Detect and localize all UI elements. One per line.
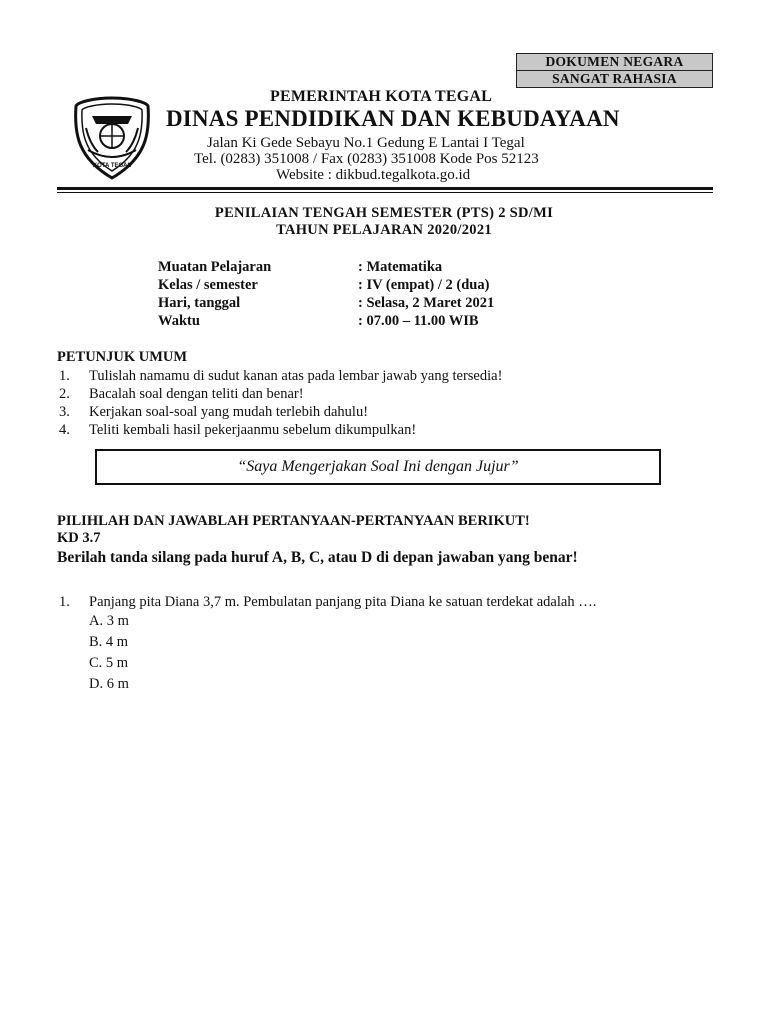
instruction-text: Tulislah namamu di sudut kanan atas pada lembar jawab yang tersedia! xyxy=(89,368,503,384)
crest-label: KOTA TEGAL xyxy=(92,163,132,169)
government-name: PEMERINTAH KOTA TEGAL xyxy=(270,88,493,105)
competency-code: KD 3.7 xyxy=(57,530,101,546)
answer-direction: Berilah tanda silang pada huruf A, B, C, atau D di depan jawaban yang benar! xyxy=(57,549,578,566)
info-value: : Selasa, 2 Maret 2021 xyxy=(358,295,495,311)
info-label: Hari, tanggal xyxy=(158,295,241,311)
office-name: DINAS PENDIDIKAN DAN KEBUDAYAAN xyxy=(166,106,620,131)
office-website: Website : dikbud.tegalkota.go.id xyxy=(276,167,471,183)
instruction-number: 2. xyxy=(59,386,70,402)
instruction-text: Kerjakan soal-soal yang mudah terlebih dahulu! xyxy=(89,404,369,420)
info-label: Kelas / semester xyxy=(158,277,258,293)
info-label: Muatan Pelajaran xyxy=(158,259,272,275)
info-label: Waktu xyxy=(158,313,200,329)
info-value: : 07.00 – 11.00 WIB xyxy=(358,313,479,329)
info-value: : Matematika xyxy=(358,259,443,275)
letterhead-divider-thin xyxy=(57,192,713,193)
answer-option: D. 6 m xyxy=(89,676,129,692)
classification-box xyxy=(516,53,713,88)
instruction-text: Teliti kembali hasil pekerjaanmu sebelum dikumpulkan! xyxy=(89,422,417,438)
answer-option: B. 4 m xyxy=(89,634,129,650)
instruction-text: Bacalah soal dengan teliti dan benar! xyxy=(89,386,304,402)
instruction-number: 3. xyxy=(59,404,70,420)
office-address: Jalan Ki Gede Sebayu No.1 Gedung E Lantai I Tegal xyxy=(207,135,525,151)
answer-option: A. 3 m xyxy=(89,613,129,629)
instruction-number: 1. xyxy=(59,368,70,384)
info-value: : IV (empat) / 2 (dua) xyxy=(358,277,490,293)
instructions-heading: PETUNJUK UMUM xyxy=(57,349,188,365)
question-text: Panjang pita Diana 3,7 m. Pembulatan panjang pita Diana ke satuan terdekat adalah …. xyxy=(89,594,597,610)
exam-title: PENILAIAN TENGAH SEMESTER (PTS) 2 SD/MI xyxy=(214,205,554,221)
instruction-number: 4. xyxy=(59,422,70,438)
honesty-motto-box: “Saya Mengerjakan Soal Ini dengan Jujur” xyxy=(95,449,661,485)
office-phone: Tel. (0283) 351008 / Fax (0283) 351008 Kode Pos 52123 xyxy=(194,151,539,167)
classification-line: DOKUMEN NEGARA xyxy=(516,53,713,71)
section-heading: PILIHLAH DAN JAWABLAH PERTANYAAN-PERTANYAAN BERIKUT! xyxy=(57,513,530,529)
classification-line: SANGAT RAHASIA xyxy=(516,71,713,88)
letterhead-divider xyxy=(57,187,713,190)
question-number: 1. xyxy=(59,594,70,610)
city-crest-icon xyxy=(72,94,152,182)
answer-option: C. 5 m xyxy=(89,655,129,671)
exam-year: TAHUN PELAJARAN 2020/2021 xyxy=(276,222,492,238)
